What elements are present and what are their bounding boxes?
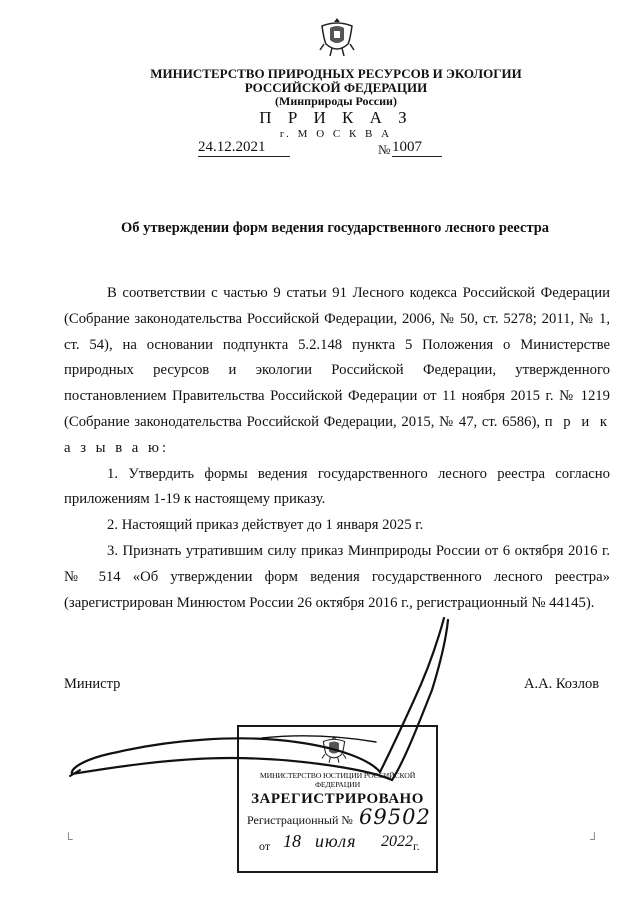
corner-mark-right: ┘ [590, 832, 599, 846]
signatory-name: А.А. Козлов [524, 676, 600, 692]
stamp-date-prefix: от [259, 839, 271, 853]
document-body [64, 281, 610, 616]
stamp-year-suffix: г. [413, 839, 420, 853]
stamp-month: июля [315, 831, 357, 851]
stamp-registered: ЗАРЕГИСТРИРОВАНО [251, 791, 424, 807]
ministry-short-name: (Минприроды России) [275, 94, 397, 108]
stamp-ministry: МИНИСТЕРСТВО ЮСТИЦИИ РОССИЙСКОЙ ФЕДЕРАЦИИ [259, 771, 416, 789]
order-item-1: 1. Утвердить формы ведения государственного лесного реестра согласно приложениям 1-19 к настоящему приказу. [64, 465, 610, 508]
signatory-position: Министр [64, 676, 121, 692]
document-title: Об утверждении форм ведения государственного лесного реестра [120, 220, 550, 236]
stamp-emblem-icon [319, 733, 349, 767]
city: г. М О С К В А [279, 128, 393, 140]
order-item-3: 3. Признать утратившим силу приказ Минприроды России от 6 октября 2016 г. № 514 «Об утверждении форм ведения государственного лесного реестра» (зарегистрирован Минюстом России 26 октября 2016 г., регистрационный № 44145). [64, 542, 610, 611]
ministry-name-line1: МИНИСТЕРСТВО ПРИРОДНЫХ РЕСУРСОВ И ЭКОЛОГИИ [150, 66, 522, 81]
stamp-reg-number-label: Регистрационный № [247, 813, 353, 827]
order-word: п р и к а з ы в а ю: [64, 413, 611, 456]
number-sign: № [378, 142, 391, 157]
order-date: 24.12.2021 [198, 139, 290, 157]
order-item-2: 2. Настоящий приказ действует до 1 января 2025 г. [107, 517, 424, 534]
stamp-reg-number: 69502 [359, 805, 431, 829]
preamble-text: В соответствии с частью 9 статьи 91 Лесного кодекса Российской Федерации (Собрание законодательства Российской Федерации, 2006, № 50, ст. 5278; 2011, № 1, ст. 54), на основании подпункта 5.2.148 пункта 5 Положения о Министерстве природных ресурсов и экологии Российской Федерации, утвержденного постановлением Правительства Российской Федерации от 11 ноября 2015 г. № 1219 (Собрание законодательства Российской Федерации, 2015, № 47, ст. 6586), [64, 285, 610, 430]
registration-stamp [237, 725, 438, 873]
corner-mark-left: └ [64, 832, 73, 846]
stamp-year: 2022 [381, 833, 413, 850]
ministry-name-line2: РОССИЙСКОЙ ФЕДЕРАЦИИ [244, 80, 428, 95]
order-number: 1007 [392, 139, 442, 157]
document-type: П Р И К А З [259, 108, 413, 127]
preamble-paragraph [64, 281, 610, 462]
stamp-day: 18 [283, 831, 301, 851]
state-emblem-icon [316, 14, 358, 62]
